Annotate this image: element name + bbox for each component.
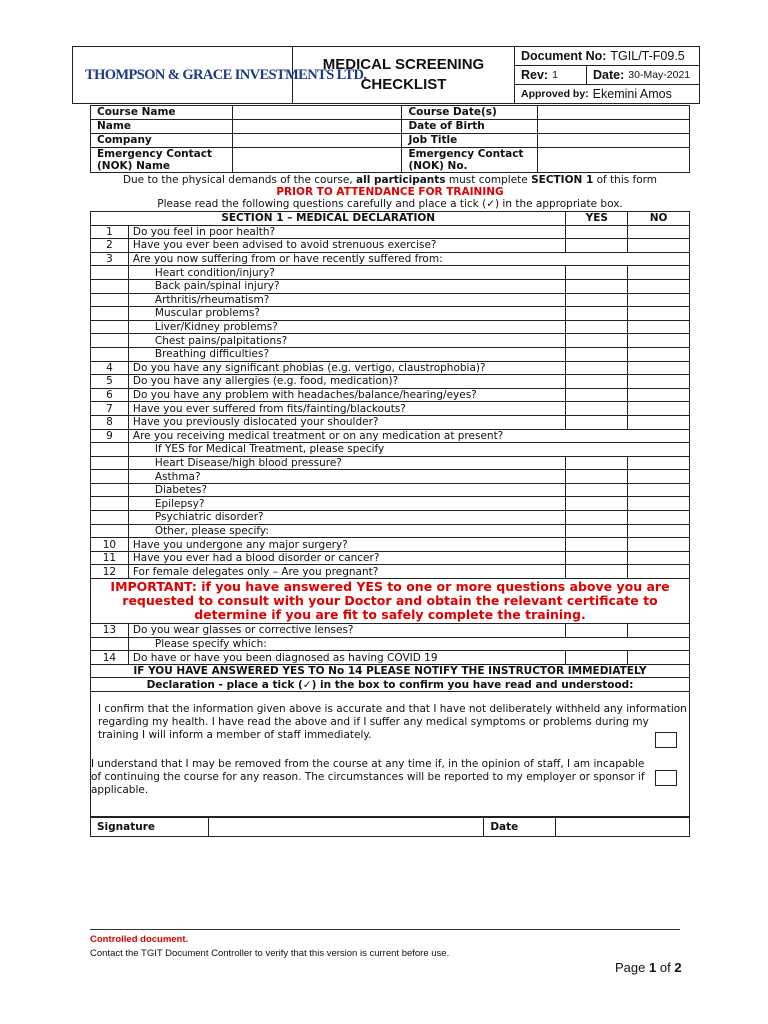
statement-removal: I understand that I may be removed from the course at any time if, in the opinion of staff, I am incapable of continuing the course for any reason. The circumstances will be reported to my employer or sponsor if applicable. — [91, 758, 645, 796]
covid-notice: IF YOU HAVE ANSWERED YES TO No 14 PLEASE NOTIFY THE INSTRUCTOR IMMEDIATELY — [91, 664, 690, 678]
question-text: Chest pains/palpitations? — [128, 334, 566, 348]
date-label: Date: — [593, 68, 625, 82]
question-text: Liver/Kidney problems? — [128, 320, 566, 334]
title-line-1: MEDICAL SCREENING — [322, 56, 485, 73]
question-number: 14 — [91, 651, 129, 665]
question-number: 10 — [91, 538, 129, 552]
question-row — [91, 456, 690, 470]
info-input[interactable] — [538, 106, 690, 120]
statement-removal-tickbox[interactable] — [655, 770, 677, 786]
question-text: Do you have any problem with headaches/balance/hearing/eyes? — [128, 388, 566, 402]
question-text: Please specify which: — [128, 637, 689, 651]
approved-row — [515, 85, 699, 103]
question-text: Muscular problems? — [128, 307, 566, 321]
notice-text-c: must complete — [445, 174, 532, 186]
no-checkbox[interactable] — [628, 456, 690, 470]
no-checkbox[interactable] — [628, 538, 690, 552]
info-label: Course Date(s) — [402, 106, 538, 120]
question-number: 6 — [91, 388, 129, 402]
question-row — [91, 651, 690, 665]
question-number — [91, 347, 129, 361]
question-row — [91, 624, 690, 638]
question-row — [91, 415, 690, 429]
no-checkbox[interactable] — [628, 225, 690, 239]
question-row — [91, 470, 690, 484]
question-number — [91, 524, 129, 538]
question-row — [91, 266, 690, 280]
signature-date-label: Date — [484, 817, 556, 837]
question-row — [91, 347, 690, 361]
question-row — [91, 320, 690, 334]
no-checkbox[interactable] — [628, 524, 690, 538]
question-text: Are you receiving medical treatment or on any medication at present? — [128, 429, 689, 443]
question-text: Do you wear glasses or corrective lenses? — [128, 624, 566, 638]
doc-no-label: Document No: — [521, 49, 607, 63]
yes-checkbox[interactable] — [566, 551, 628, 565]
question-row — [91, 334, 690, 348]
title-line-2: CHECKLIST — [360, 76, 447, 93]
info-label: Job Title — [402, 134, 538, 148]
yes-checkbox[interactable] — [566, 624, 628, 638]
no-checkbox[interactable] — [628, 279, 690, 293]
question-number — [91, 279, 129, 293]
declaration-statements-row — [91, 692, 690, 818]
footer-divider — [90, 929, 680, 930]
question-row — [91, 375, 690, 389]
yes-checkbox[interactable] — [566, 524, 628, 538]
question-number — [91, 307, 129, 321]
section-heading: SECTION 1 – MEDICAL DECLARATION — [91, 212, 566, 226]
question-row — [91, 361, 690, 375]
question-row — [91, 538, 690, 552]
no-checkbox[interactable] — [628, 266, 690, 280]
no-checkbox[interactable] — [628, 239, 690, 253]
question-number — [91, 497, 129, 511]
info-row — [91, 120, 690, 134]
question-number: 4 — [91, 361, 129, 375]
question-text: Psychiatric disorder? — [128, 511, 566, 525]
question-text: Breathing difficulties? — [128, 347, 566, 361]
question-row — [91, 307, 690, 321]
info-input[interactable] — [232, 134, 402, 148]
info-label: Date of Birth — [402, 120, 538, 134]
no-checkbox[interactable] — [628, 320, 690, 334]
notice-text-b: all participants — [356, 174, 446, 186]
question-number: 1 — [91, 225, 129, 239]
question-text: Other, please specify: — [128, 524, 566, 538]
important-row — [91, 579, 690, 624]
no-checkbox[interactable] — [628, 347, 690, 361]
question-number — [91, 483, 129, 497]
question-text: Have you ever had a blood disorder or cancer? — [128, 551, 566, 565]
declaration-heading-row — [91, 678, 690, 692]
question-number: 5 — [91, 375, 129, 389]
no-checkbox[interactable] — [628, 624, 690, 638]
yes-header: YES — [566, 212, 628, 226]
question-text: Are you now suffering from or have recently suffered from: — [128, 252, 689, 266]
no-checkbox[interactable] — [628, 511, 690, 525]
question-text: Do you feel in poor health? — [128, 225, 566, 239]
question-row — [91, 429, 690, 443]
rev-cell — [515, 66, 587, 84]
yes-checkbox[interactable] — [566, 483, 628, 497]
no-checkbox[interactable] — [628, 361, 690, 375]
controlled-document-note: Controlled document. — [90, 934, 189, 945]
page-number — [615, 960, 682, 975]
yes-checkbox[interactable] — [566, 225, 628, 239]
covid-notice-row — [91, 664, 690, 678]
statement-accuracy-tickbox[interactable] — [655, 732, 677, 748]
question-text: If YES for Medical Treatment, please specify — [128, 443, 689, 457]
doc-no-value: TGIL/T-F09.5 — [610, 49, 685, 63]
no-checkbox[interactable] — [628, 470, 690, 484]
question-number — [91, 511, 129, 525]
question-number: 3 — [91, 252, 129, 266]
info-input[interactable] — [232, 148, 402, 173]
question-row — [91, 637, 690, 651]
question-number: 9 — [91, 429, 129, 443]
question-text: Heart Disease/high blood pressure? — [128, 456, 566, 470]
question-number: 13 — [91, 624, 129, 638]
question-row — [91, 511, 690, 525]
info-label: Emergency Contact (NOK) No. — [402, 148, 538, 173]
yes-checkbox[interactable] — [566, 334, 628, 348]
question-text: Back pain/spinal injury? — [128, 279, 566, 293]
question-text: Do you have any allergies (e.g. food, medication)? — [128, 375, 566, 389]
question-text: Have you ever suffered from fits/fainting/blackouts? — [128, 402, 566, 416]
company-logo — [73, 47, 367, 103]
yes-checkbox[interactable] — [566, 388, 628, 402]
info-input[interactable] — [232, 106, 402, 120]
question-text: Arthritis/rheumatism? — [128, 293, 566, 307]
info-row — [91, 148, 690, 173]
document-header — [72, 46, 700, 104]
info-row — [91, 106, 690, 120]
question-number — [91, 320, 129, 334]
question-row — [91, 402, 690, 416]
question-text: Have you previously dislocated your shoulder? — [128, 415, 566, 429]
question-text: Have you ever been advised to avoid strenuous exercise? — [128, 239, 566, 253]
question-row — [91, 225, 690, 239]
rev-value: 1 — [552, 69, 558, 81]
question-row — [91, 551, 690, 565]
notice-text-d: SECTION 1 — [531, 174, 594, 186]
question-row — [91, 443, 690, 457]
participant-info-table — [90, 105, 690, 173]
no-checkbox[interactable] — [628, 565, 690, 579]
question-text: Do have or have you been diagnosed as having COVID 19 — [128, 651, 566, 665]
question-row — [91, 565, 690, 579]
question-number — [91, 266, 129, 280]
no-checkbox[interactable] — [628, 402, 690, 416]
date-value: 30-May-2021 — [628, 69, 691, 81]
yes-checkbox[interactable] — [566, 279, 628, 293]
notice-text-e: of this form — [593, 174, 658, 186]
yes-checkbox[interactable] — [566, 511, 628, 525]
signature-field[interactable] — [208, 817, 483, 837]
document-controller-note: Contact the TGIT Document Controller to verify that this version is current before use. — [90, 948, 450, 959]
yes-checkbox[interactable] — [566, 293, 628, 307]
yes-checkbox[interactable] — [566, 470, 628, 484]
declaration-heading: Declaration - place a tick (✓) in the box to confirm you have read and understood: — [91, 678, 690, 692]
question-text: Have you undergone any major surgery? — [128, 538, 566, 552]
approved-value: Ekemini Amos — [592, 87, 672, 101]
page-of: of — [659, 960, 671, 975]
yes-checkbox[interactable] — [566, 320, 628, 334]
yes-checkbox[interactable] — [566, 375, 628, 389]
info-input[interactable] — [538, 134, 690, 148]
question-row — [91, 239, 690, 253]
approved-label: Approved by: — [521, 88, 589, 100]
question-number — [91, 456, 129, 470]
page-current: 1 — [649, 960, 657, 975]
no-header: NO — [628, 212, 690, 226]
question-number — [91, 293, 129, 307]
yes-checkbox[interactable] — [566, 402, 628, 416]
yes-checkbox[interactable] — [566, 239, 628, 253]
rev-date-row — [515, 66, 699, 85]
no-checkbox[interactable] — [628, 551, 690, 565]
company-name: THOMPSON & GRACE INVESTMENTS LTD. — [85, 66, 367, 83]
signature-label: Signature — [91, 817, 209, 837]
signature-date-field[interactable] — [556, 817, 690, 837]
info-label: Emergency Contact (NOK) Name — [91, 148, 233, 173]
statement-accuracy: I confirm that the information given above is accurate and that I have not deliberately withheld any information regarding my health. I have read the above and if I suffer any medical symptoms or problems during my training I will inform a member of staff immediately. — [98, 703, 687, 741]
question-number: 8 — [91, 415, 129, 429]
notice-text-a: Due to the physical demands of the course, — [122, 174, 357, 186]
question-row — [91, 483, 690, 497]
question-row — [91, 388, 690, 402]
doc-no-row — [515, 47, 699, 66]
question-number — [91, 637, 129, 651]
question-number — [91, 334, 129, 348]
prior-attendance-notice: PRIOR TO ATTENDANCE FOR TRAINING — [276, 186, 504, 198]
question-row — [91, 524, 690, 538]
question-text: Heart condition/injury? — [128, 266, 566, 280]
question-number: 11 — [91, 551, 129, 565]
no-checkbox[interactable] — [628, 334, 690, 348]
no-checkbox[interactable] — [628, 497, 690, 511]
question-row — [91, 279, 690, 293]
no-checkbox[interactable] — [628, 483, 690, 497]
info-row — [91, 134, 690, 148]
no-checkbox[interactable] — [628, 415, 690, 429]
page-total: 2 — [674, 960, 682, 975]
yes-checkbox[interactable] — [566, 347, 628, 361]
medical-declaration-table — [90, 211, 690, 818]
yes-checkbox[interactable] — [566, 565, 628, 579]
yes-checkbox[interactable] — [566, 266, 628, 280]
yes-checkbox[interactable] — [566, 651, 628, 665]
instruction-line-3: Please read the following questions carefully and place a tick (✓) in the appropriate box. — [157, 198, 623, 210]
info-label: Name — [91, 120, 233, 134]
question-row — [91, 497, 690, 511]
question-text: Epilepsy? — [128, 497, 566, 511]
info-input[interactable] — [538, 120, 690, 134]
rev-label: Rev: — [521, 68, 549, 82]
yes-checkbox[interactable] — [566, 538, 628, 552]
no-checkbox[interactable] — [628, 651, 690, 665]
no-checkbox[interactable] — [628, 388, 690, 402]
no-checkbox[interactable] — [628, 375, 690, 389]
document-meta — [515, 47, 699, 103]
info-input[interactable] — [538, 148, 690, 173]
yes-checkbox[interactable] — [566, 307, 628, 321]
no-checkbox[interactable] — [628, 293, 690, 307]
info-label: Company — [91, 134, 233, 148]
question-number: 2 — [91, 239, 129, 253]
question-number: 12 — [91, 565, 129, 579]
yes-checkbox[interactable] — [566, 415, 628, 429]
info-input[interactable] — [232, 120, 402, 134]
declaration-statements — [91, 692, 690, 818]
question-text: Do you have any significant phobias (e.g. vertigo, claustrophobia)? — [128, 361, 566, 375]
question-row — [91, 293, 690, 307]
section-heading-row — [91, 212, 690, 226]
question-number — [91, 470, 129, 484]
question-row — [91, 252, 690, 266]
page-word: Page — [615, 960, 646, 975]
question-number — [91, 443, 129, 457]
yes-checkbox[interactable] — [566, 456, 628, 470]
signature-table — [90, 816, 690, 837]
question-text: For female delegates only – Are you pregnant? — [128, 565, 566, 579]
document-title — [293, 47, 515, 103]
date-cell — [587, 66, 690, 84]
no-checkbox[interactable] — [628, 307, 690, 321]
important-notice: IMPORTANT: if you have answered YES to one or more questions above you are requested to consult with your Doctor and obtain the relevant certificate to determine if you are fit to safely complete the training. — [91, 579, 690, 624]
question-number: 7 — [91, 402, 129, 416]
question-text: Asthma? — [128, 470, 566, 484]
info-label: Course Name — [91, 106, 233, 120]
yes-checkbox[interactable] — [566, 361, 628, 375]
question-text: Diabetes? — [128, 483, 566, 497]
yes-checkbox[interactable] — [566, 497, 628, 511]
